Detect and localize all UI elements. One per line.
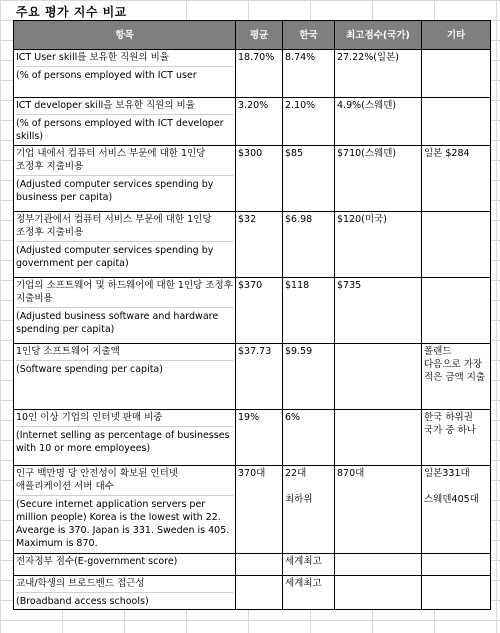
average-cell: 18.70% [236,50,283,98]
gap-spacer [424,480,488,493]
item-korean: 기업의 소프트웨어 및 하드웨어에 대한 1인당 조정후 지출비용 [16,280,233,304]
korea-value: 2.10% [285,100,316,111]
other-cell [422,212,491,278]
korea-value: 세계최고 [285,556,322,567]
comparison-table [13,20,491,610]
item-english: (Broadband access schools) [16,592,233,608]
korea-cell [283,576,335,610]
average-cell: 19% [236,410,283,466]
other-cell [422,576,491,610]
max-score-cell: 27.22%(일본) [335,50,422,98]
header-max-score: 최고점수(국가) [335,21,422,50]
item-cell [14,278,236,344]
max-score-cell: $735 [335,278,422,344]
table-row[interactable] [14,344,491,410]
max-score-cell: 870대 [335,466,422,554]
other-note: 일본 $284 [424,148,470,159]
other-cell [422,344,491,410]
item-korean: 전자정부 점수(E-government score) [16,556,178,567]
korea-value: 세계최고 [285,578,322,589]
item-korean: ICT User skill를 보유한 직원의 비율 [16,52,169,63]
max-score-cell: 4.9%(스웨덴) [335,98,422,146]
item-cell [14,466,236,554]
item-korean: 1인당 소프트웨어 지출액 [16,346,120,357]
korea-cell [283,554,335,576]
korea-value: $6.98 [285,214,313,225]
item-cell [14,98,236,146]
max-score-cell [335,410,422,466]
item-english: (Adjusted business software and hardware spending per capita) [16,307,233,336]
table-row[interactable] [14,50,491,98]
table-row[interactable] [14,278,491,344]
item-english: (% of persons employed with ICT developer skills) [16,114,233,143]
other-cell [422,466,491,554]
korea-cell [283,410,335,466]
max-score-cell [335,344,422,410]
other-note: 폴랜드 다음으로 가장 적은 금액 지출 [424,346,486,383]
table-row[interactable] [14,576,491,610]
korea-cell [283,466,335,554]
item-cell [14,554,236,576]
korea-value: $118 [285,280,310,291]
other-cell [422,410,491,466]
table-row[interactable] [14,212,491,278]
korea-cell [283,146,335,212]
header-korea: 한국 [283,21,335,50]
item-korean: 인구 백만명 당 안전성이 확보된 인터넷 애플리케이션 서버 대수 [16,468,178,492]
korea-value: 6% [285,412,301,423]
average-cell [236,576,283,610]
max-score-cell [335,554,422,576]
average-cell: $300 [236,146,283,212]
other-cell [422,554,491,576]
header-other: 기타 [422,21,491,50]
item-english: (Adjusted computer services spending by government per capita) [16,241,233,270]
table-row[interactable] [14,410,491,466]
item-cell [14,410,236,466]
average-cell: $32 [236,212,283,278]
other-cell [422,278,491,344]
table-row[interactable] [14,466,491,554]
korea-cell [283,212,335,278]
item-cell [14,576,236,610]
header-item: 항목 [14,21,236,50]
item-english: (Secure internet application servers per million people) Korea is the lowest with 22. Avearge is 370. Japan is 331. Sweden is 405. Maximum is 870. [16,495,233,550]
other-cell [422,50,491,98]
other-note: 일본331대 [424,468,470,479]
average-cell: $37.73 [236,344,283,410]
item-cell [14,50,236,98]
other-note-2: 스웨덴405대 [424,494,479,505]
item-english: (Adjusted computer services spending by business per capita) [16,175,233,204]
other-note: 한국 하위권 국가 중 하나 [424,412,476,436]
item-english: (% of persons employed with ICT user [16,66,233,82]
item-english: (Software spending per capita) [16,360,233,376]
max-score-cell: $120(미국) [335,212,422,278]
header-average: 평균 [236,21,283,50]
other-cell [422,146,491,212]
table-header-row [14,21,491,50]
average-cell: 3.20% [236,98,283,146]
item-korean: 10인 이상 기업의 인터넷 판매 비중 [16,412,163,423]
korea-value: $85 [285,148,304,159]
korea-value: 22대 [285,468,307,479]
item-english: (Internet selling as percentage of businesses with 10 or more employees) [16,426,233,455]
average-cell: 370대 [236,466,283,554]
average-cell: $370 [236,278,283,344]
gap-spacer [285,480,332,493]
average-cell [236,554,283,576]
item-korean: 교내/학생의 브로드밴드 접근성 [16,578,145,589]
korea-cell [283,50,335,98]
korea-value: $9.59 [285,346,313,357]
table-row[interactable] [14,146,491,212]
item-cell [14,212,236,278]
table-row[interactable] [14,98,491,146]
item-korean: 정부기관에서 컴퓨터 서비스 부문에 대한 1인당 조정후 지출비용 [16,214,212,238]
max-score-cell [335,576,422,610]
item-cell [14,344,236,410]
korea-cell [283,98,335,146]
korea-cell [283,344,335,410]
item-korean: ICT developer skill을 보유한 직원의 비율 [16,100,195,111]
item-korean: 기업 내에서 컴퓨터 서비스 부문에 대한 1인당 조정후 지출비용 [16,148,206,172]
korea-rank: 최하위 [285,494,313,505]
korea-cell [283,278,335,344]
other-cell [422,98,491,146]
max-score-cell: $710(스웨덴) [335,146,422,212]
table-row[interactable] [14,554,491,576]
page-title: 주요 평가 지수 비교 [16,5,127,19]
item-cell [14,146,236,212]
korea-value: 8.74% [285,52,316,63]
